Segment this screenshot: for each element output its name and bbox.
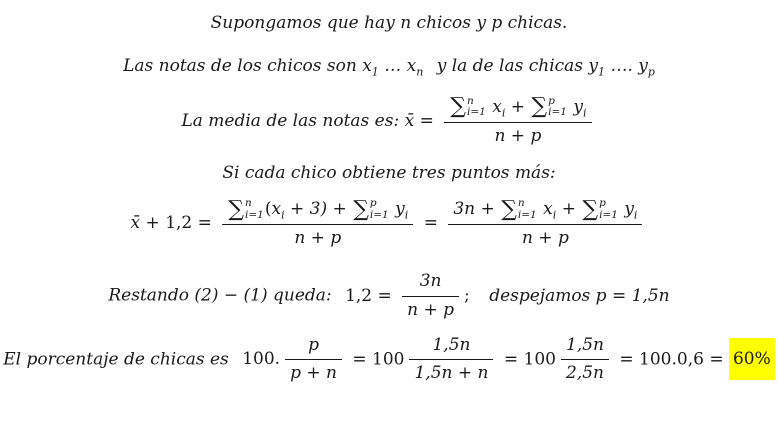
sigma-icon: ∑ xyxy=(353,196,369,222)
summation-operator xyxy=(228,198,264,221)
fraction-mean xyxy=(444,96,591,147)
variable-yi xyxy=(624,199,638,222)
lower-limit: i=1 xyxy=(599,208,618,221)
subscript-i: i xyxy=(633,208,638,222)
text-1-2-equals: 1,2 = xyxy=(345,285,392,306)
subscript-i: i xyxy=(281,208,285,222)
highlighted-result: 60% xyxy=(729,338,775,380)
fraction-denominator: n + p xyxy=(448,224,642,249)
text-restando: Restando (2) − (1) queda: xyxy=(108,285,332,306)
fraction-numerator xyxy=(444,96,591,122)
lower-limit: i=1 xyxy=(369,208,389,221)
fraction-numerator: 3n xyxy=(419,271,442,292)
subscript-i: i xyxy=(552,208,557,222)
fraction-denominator: n + p xyxy=(222,224,413,249)
var-y: y xyxy=(624,199,634,220)
fraction-shifted-left xyxy=(222,198,413,249)
upper-limit: n xyxy=(466,94,474,107)
fraction-denominator: 1,5n + n xyxy=(409,359,493,384)
variable-yi xyxy=(395,199,409,222)
variable-yi xyxy=(573,97,586,117)
sigma-icon: ∑ xyxy=(501,196,517,222)
lower-limit: i=1 xyxy=(517,208,537,221)
var-x: x xyxy=(406,56,417,77)
variable-xi xyxy=(492,97,505,117)
fraction-numerator: 1,5n xyxy=(565,334,604,355)
semicolon: ; xyxy=(464,285,470,306)
variable-xbar: x̄ xyxy=(404,110,415,131)
line-mean-formula xyxy=(0,96,778,147)
fraction-numerator xyxy=(448,198,642,224)
sigma-icon: ∑ xyxy=(582,196,599,222)
var-y: y xyxy=(638,56,648,77)
text-plus3-close: + 3) + xyxy=(290,199,347,220)
text-despejamos: despejamos p = 1,5n xyxy=(489,285,670,306)
equals-100: = 100 xyxy=(352,349,405,370)
summation-operator xyxy=(353,198,389,221)
subscript-i: i xyxy=(501,105,506,119)
line-subtraction-result xyxy=(0,271,778,321)
fraction-denominator: n + p xyxy=(402,296,459,321)
fraction-numerator xyxy=(222,198,413,224)
fraction-3n-over-np xyxy=(402,271,459,321)
text-plus-1-2-equals: + 1,2 = xyxy=(145,213,212,234)
subscript-n: n xyxy=(416,65,424,79)
summation-limits xyxy=(370,198,389,221)
equals-100: = 100 xyxy=(503,349,556,370)
variable-xi xyxy=(543,199,557,222)
variable-yp xyxy=(638,56,655,79)
open-paren: ( xyxy=(264,199,272,220)
variable-y1 xyxy=(588,56,606,79)
upper-limit: n xyxy=(517,197,525,210)
lower-limit: i=1 xyxy=(245,208,264,221)
sigma-icon: ∑ xyxy=(531,94,548,120)
summation-operator xyxy=(531,96,567,119)
ellipsis: …. xyxy=(610,56,633,77)
equals-sign: = xyxy=(419,110,434,131)
summation-operator xyxy=(501,198,537,221)
line-percentage-result xyxy=(0,335,778,385)
subscript-1: 1 xyxy=(598,65,606,79)
subscript-p: p xyxy=(647,65,655,79)
line-shifted-mean-equation xyxy=(0,198,778,249)
upper-limit: p xyxy=(599,197,606,210)
summation-operator xyxy=(450,96,486,119)
lower-limit: i=1 xyxy=(466,106,486,119)
var-x: x xyxy=(492,96,502,117)
var-y: y xyxy=(588,56,599,77)
subscript-i: i xyxy=(404,208,409,222)
fraction-denominator: n + p xyxy=(444,122,591,147)
fraction-p-over-pn xyxy=(285,335,342,385)
summation-limits xyxy=(245,198,264,221)
sigma-icon: ∑ xyxy=(450,94,466,120)
variable-xbar: x̄ xyxy=(130,213,141,234)
sigma-icon: ∑ xyxy=(228,196,245,222)
fraction-shifted-right xyxy=(448,198,642,249)
text-porcentaje: El porcentaje de chicas es xyxy=(3,349,229,370)
var-x: x xyxy=(543,199,553,220)
upper-limit: p xyxy=(548,94,555,107)
upper-limit: p xyxy=(369,197,377,210)
fraction-denominator: p + n xyxy=(285,359,342,384)
text-prefix: Las notas de los chicos son xyxy=(123,56,357,77)
equals-100-06: = 100.0,6 = xyxy=(619,349,724,370)
lower-limit: i=1 xyxy=(548,106,567,119)
text-mean-label: La media de las notas es: xyxy=(181,110,400,131)
text-middle: y la de las chicas xyxy=(436,56,584,77)
subscript-i: i xyxy=(582,105,587,119)
variable-x1 xyxy=(362,56,379,79)
fraction-denominator: 2,5n xyxy=(561,359,609,384)
ellipsis: … xyxy=(384,56,402,77)
coefficient-100: 100. xyxy=(242,349,281,370)
fraction-numerator: 1,5n xyxy=(432,334,471,355)
summation-limits xyxy=(599,198,618,221)
fraction-15n-over-15n-n xyxy=(409,335,493,385)
summation-limits xyxy=(467,96,486,119)
summation-limits xyxy=(548,96,567,119)
subscript-1: 1 xyxy=(371,65,379,79)
upper-limit: n xyxy=(245,197,252,210)
summation-limits xyxy=(518,198,537,221)
var-x: x xyxy=(362,56,372,77)
variable-xi xyxy=(271,199,285,222)
var-y: y xyxy=(573,96,583,117)
variable-xn xyxy=(406,56,424,79)
line-condition: Si cada chico obtiene tres puntos más: xyxy=(222,162,556,183)
equals-sign: = xyxy=(423,213,438,234)
fraction-numerator: p xyxy=(308,334,319,355)
line-grades-definition xyxy=(0,56,778,77)
var-y: y xyxy=(395,199,405,220)
text-3n-plus: 3n + xyxy=(453,199,495,220)
var-x: x xyxy=(271,199,282,220)
fraction-15n-over-25n xyxy=(561,335,609,385)
plus-sign: + xyxy=(561,199,576,220)
plus-sign: + xyxy=(510,96,525,117)
line-assumption: Supongamos que hay n chicos y p chicas. xyxy=(210,13,568,33)
summation-operator xyxy=(582,198,618,221)
